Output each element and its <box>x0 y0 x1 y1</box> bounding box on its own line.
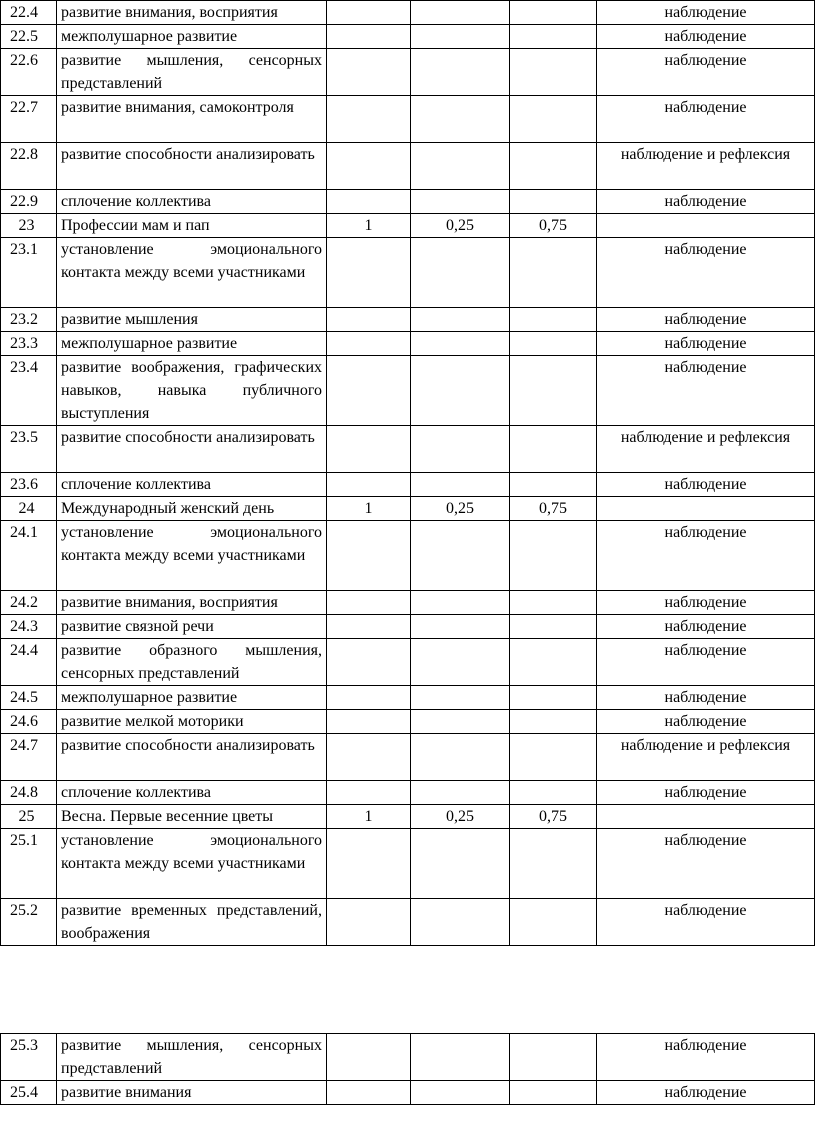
hours-practice <box>510 238 597 308</box>
hours-total <box>327 426 411 473</box>
control-form: наблюдение и рефлексия <box>597 734 815 781</box>
row-number: 25 <box>1 805 57 829</box>
hours-theory <box>411 639 510 686</box>
topic-row <box>1 805 815 829</box>
hours-practice <box>510 190 597 214</box>
control-form: наблюдение <box>597 25 815 49</box>
row-description: развитие внимания, восприятия <box>57 591 327 615</box>
table-row <box>1 1081 815 1105</box>
hours-practice <box>510 686 597 710</box>
hours-practice <box>510 781 597 805</box>
row-description: развитие связной речи <box>57 615 327 639</box>
row-number: 23 <box>1 214 57 238</box>
hours-theory: 0,25 <box>411 214 510 238</box>
hours-total <box>327 1081 411 1105</box>
hours-practice <box>510 1 597 25</box>
hours-total <box>327 1 411 25</box>
hours-total <box>327 308 411 332</box>
hours-total: 1 <box>327 214 411 238</box>
row-number: 25.3 <box>1 1034 57 1081</box>
control-form: наблюдение <box>597 829 815 899</box>
row-number: 25.1 <box>1 829 57 899</box>
hours-theory <box>411 829 510 899</box>
table-row <box>1 238 815 308</box>
control-form: наблюдение <box>597 686 815 710</box>
hours-theory <box>411 238 510 308</box>
hours-practice <box>510 639 597 686</box>
control-form: наблюдение <box>597 615 815 639</box>
row-description: развитие внимания, восприятия <box>57 1 327 25</box>
table-row <box>1 1 815 25</box>
table-row <box>1 686 815 710</box>
table-row <box>1 25 815 49</box>
hours-total <box>327 25 411 49</box>
table-row <box>1 639 815 686</box>
table-row <box>1 143 815 190</box>
hours-total <box>327 1034 411 1081</box>
hours-theory <box>411 781 510 805</box>
hours-theory <box>411 1081 510 1105</box>
control-form: наблюдение <box>597 710 815 734</box>
hours-theory <box>411 1 510 25</box>
hours-theory <box>411 96 510 143</box>
row-description: развитие внимания <box>57 1081 327 1105</box>
row-number: 23.4 <box>1 356 57 426</box>
row-description: развитие способности анализировать <box>57 143 327 190</box>
hours-total <box>327 238 411 308</box>
hours-theory <box>411 332 510 356</box>
row-number: 24 <box>1 497 57 521</box>
hours-practice <box>510 143 597 190</box>
row-description: развитие способности анализировать <box>57 734 327 781</box>
hours-theory <box>411 521 510 591</box>
row-number: 22.5 <box>1 25 57 49</box>
row-number: 22.9 <box>1 190 57 214</box>
table-row <box>1 1034 815 1081</box>
hours-theory <box>411 473 510 497</box>
hours-theory <box>411 615 510 639</box>
row-description: установление эмоционального контакта между всеми участниками <box>57 829 327 899</box>
control-form: наблюдение <box>597 190 815 214</box>
row-description: межполушарное развитие <box>57 332 327 356</box>
hours-practice <box>510 591 597 615</box>
hours-total: 1 <box>327 497 411 521</box>
control-form: наблюдение <box>597 96 815 143</box>
hours-practice <box>510 734 597 781</box>
hours-total <box>327 332 411 356</box>
row-description: развитие образного мышления, сенсорных представлений <box>57 639 327 686</box>
hours-total <box>327 615 411 639</box>
row-number: 24.4 <box>1 639 57 686</box>
row-number: 22.6 <box>1 49 57 96</box>
table-row <box>1 49 815 96</box>
row-description: развитие мышления, сенсорных представлений <box>57 49 327 96</box>
hours-practice: 0,75 <box>510 214 597 238</box>
hours-practice <box>510 1034 597 1081</box>
hours-theory <box>411 686 510 710</box>
row-description: развитие способности анализировать <box>57 426 327 473</box>
hours-total <box>327 591 411 615</box>
table-row <box>1 190 815 214</box>
table-row <box>1 308 815 332</box>
row-number: 24.6 <box>1 710 57 734</box>
hours-practice <box>510 49 597 96</box>
table-row <box>1 473 815 497</box>
control-form: наблюдение <box>597 1 815 25</box>
row-number: 25.4 <box>1 1081 57 1105</box>
hours-theory <box>411 25 510 49</box>
hours-practice <box>510 308 597 332</box>
row-description: сплочение коллектива <box>57 473 327 497</box>
table-row <box>1 899 815 946</box>
topic-row <box>1 497 815 521</box>
hours-total: 1 <box>327 805 411 829</box>
table-row <box>1 734 815 781</box>
hours-theory <box>411 426 510 473</box>
row-description: развитие внимания, самоконтроля <box>57 96 327 143</box>
hours-practice: 0,75 <box>510 805 597 829</box>
control-form: наблюдение <box>597 49 815 96</box>
hours-total <box>327 49 411 96</box>
hours-practice <box>510 332 597 356</box>
row-number: 23.6 <box>1 473 57 497</box>
hours-total <box>327 639 411 686</box>
row-number: 22.8 <box>1 143 57 190</box>
hours-total <box>327 899 411 946</box>
hours-total <box>327 686 411 710</box>
hours-theory <box>411 143 510 190</box>
hours-practice <box>510 473 597 497</box>
control-form: наблюдение <box>597 781 815 805</box>
row-description: сплочение коллектива <box>57 781 327 805</box>
hours-total <box>327 829 411 899</box>
control-form: наблюдение <box>597 238 815 308</box>
row-number: 23.1 <box>1 238 57 308</box>
table-row <box>1 710 815 734</box>
control-form: наблюдение <box>597 332 815 356</box>
hours-practice <box>510 426 597 473</box>
table-row <box>1 829 815 899</box>
control-form: наблюдение <box>597 356 815 426</box>
hours-practice <box>510 25 597 49</box>
row-description: Профессии мам и пап <box>57 214 327 238</box>
hours-total <box>327 710 411 734</box>
control-form: наблюдение <box>597 639 815 686</box>
hours-total <box>327 734 411 781</box>
table-row <box>1 521 815 591</box>
schedule-table-continued <box>0 1033 815 1105</box>
row-number: 24.7 <box>1 734 57 781</box>
hours-total <box>327 473 411 497</box>
row-number: 23.2 <box>1 308 57 332</box>
hours-total <box>327 781 411 805</box>
hours-total <box>327 143 411 190</box>
row-description: Международный женский день <box>57 497 327 521</box>
table-row <box>1 96 815 143</box>
control-form: наблюдение и рефлексия <box>597 143 815 190</box>
hours-total <box>327 190 411 214</box>
hours-practice <box>510 96 597 143</box>
row-number: 24.1 <box>1 521 57 591</box>
control-form: наблюдение <box>597 521 815 591</box>
row-number: 23.3 <box>1 332 57 356</box>
hours-theory <box>411 356 510 426</box>
hours-theory: 0,25 <box>411 497 510 521</box>
row-description: межполушарное развитие <box>57 25 327 49</box>
row-description: установление эмоционального контакта между всеми участниками <box>57 238 327 308</box>
control-form: наблюдение <box>597 308 815 332</box>
row-description: Весна. Первые весенние цветы <box>57 805 327 829</box>
control-form: наблюдение <box>597 591 815 615</box>
table-row <box>1 591 815 615</box>
row-description: межполушарное развитие <box>57 686 327 710</box>
row-number: 22.4 <box>1 1 57 25</box>
hours-practice <box>510 899 597 946</box>
row-number: 24.2 <box>1 591 57 615</box>
hours-theory <box>411 591 510 615</box>
hours-practice <box>510 521 597 591</box>
row-description: развитие мелкой моторики <box>57 710 327 734</box>
row-description: развитие воображения, графических навыков, навыка публичного выступления <box>57 356 327 426</box>
hours-theory <box>411 49 510 96</box>
control-form <box>597 497 815 521</box>
table-row <box>1 615 815 639</box>
hours-practice <box>510 829 597 899</box>
control-form: наблюдение <box>597 473 815 497</box>
row-description: развитие мышления <box>57 308 327 332</box>
hours-theory <box>411 710 510 734</box>
row-number: 23.5 <box>1 426 57 473</box>
hours-practice <box>510 1081 597 1105</box>
row-description: установление эмоционального контакта между всеми участниками <box>57 521 327 591</box>
row-number: 24.5 <box>1 686 57 710</box>
table-row <box>1 356 815 426</box>
control-form <box>597 805 815 829</box>
hours-practice: 0,75 <box>510 497 597 521</box>
table-row <box>1 426 815 473</box>
control-form: наблюдение <box>597 1081 815 1105</box>
hours-theory <box>411 899 510 946</box>
row-description: сплочение коллектива <box>57 190 327 214</box>
control-form: наблюдение <box>597 1034 815 1081</box>
hours-total <box>327 521 411 591</box>
hours-practice <box>510 356 597 426</box>
hours-total <box>327 356 411 426</box>
row-description: развитие мышления, сенсорных представлений <box>57 1034 327 1081</box>
row-number: 24.8 <box>1 781 57 805</box>
row-description: развитие временных представлений, воображения <box>57 899 327 946</box>
hours-theory <box>411 308 510 332</box>
control-form: наблюдение <box>597 899 815 946</box>
hours-theory <box>411 734 510 781</box>
hours-theory: 0,25 <box>411 805 510 829</box>
table-row <box>1 781 815 805</box>
row-number: 24.3 <box>1 615 57 639</box>
hours-theory <box>411 1034 510 1081</box>
hours-total <box>327 96 411 143</box>
topic-row <box>1 214 815 238</box>
control-form <box>597 214 815 238</box>
hours-practice <box>510 710 597 734</box>
hours-practice <box>510 615 597 639</box>
row-number: 25.2 <box>1 899 57 946</box>
control-form: наблюдение и рефлексия <box>597 426 815 473</box>
row-number: 22.7 <box>1 96 57 143</box>
table-row <box>1 332 815 356</box>
hours-theory <box>411 190 510 214</box>
